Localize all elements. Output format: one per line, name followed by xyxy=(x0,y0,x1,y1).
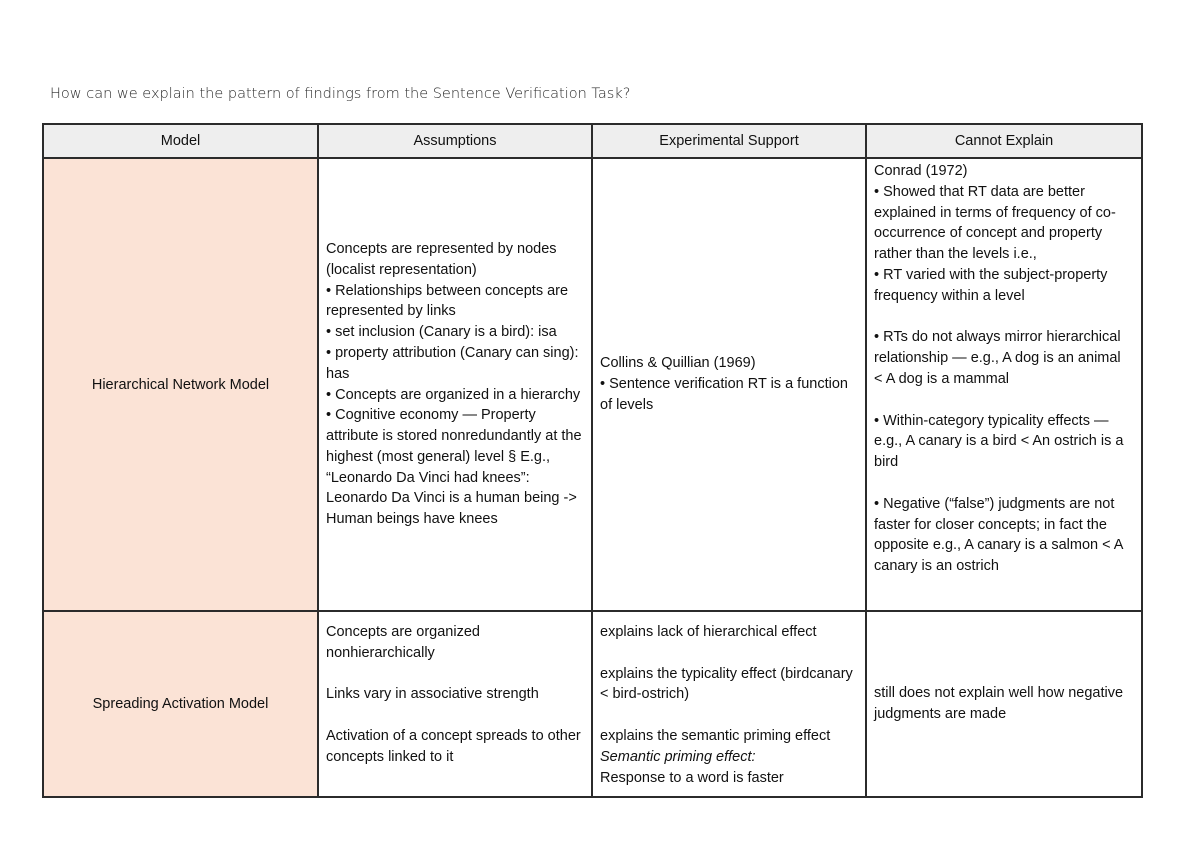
model-name-cell: Hierarchical Network Model xyxy=(43,158,318,611)
support-line: explains the typicality effect (birdcanary < bird-ostrich) xyxy=(600,665,853,703)
spacer xyxy=(874,473,1133,494)
limitation-line: • RTs do not always mirror hierarchical relationship — e.g., A dog is an animal < A dog is a mammal xyxy=(874,329,1121,387)
assumption-line: Activation of a concept spreads to other concepts linked to it xyxy=(326,727,581,765)
assumption-line: • set inclusion (Canary is a bird): isa xyxy=(326,324,557,341)
support-line-italic: Semantic priming effect: xyxy=(600,748,756,765)
spacer xyxy=(326,705,583,726)
header-cannot-explain: Cannot Explain xyxy=(866,124,1142,158)
assumptions-cell xyxy=(318,158,592,611)
limitation-line: • Showed that RT data are better explained in terms of frequency of co-occurrence of concept and property rather than the levels i.e., xyxy=(874,183,1116,263)
assumption-line: Concepts are represented by nodes (localist representation) xyxy=(326,240,557,278)
header-model: Model xyxy=(43,124,318,158)
models-table xyxy=(42,123,1143,798)
header-assumptions: Assumptions xyxy=(318,124,592,158)
spacer xyxy=(600,705,857,726)
cannot-explain-cell xyxy=(866,611,1142,797)
assumption-line: Links vary in associative strength xyxy=(326,686,539,703)
header-experimental-support: Experimental Support xyxy=(592,124,866,158)
support-line: Response to a word is faster xyxy=(600,769,784,786)
spacer xyxy=(600,643,857,664)
spacer xyxy=(874,390,1133,411)
table-row xyxy=(43,158,1142,611)
limitation-line: still does not explain well how negative judgments are made xyxy=(874,685,1124,722)
assumption-line: Concepts are organized nonhierarchically xyxy=(326,624,480,661)
support-line: explains lack of hierarchical effect xyxy=(600,624,817,640)
support-line: Collins & Quillian (1969) xyxy=(600,355,756,372)
support-line: explains the semantic priming effect xyxy=(600,727,831,744)
spacer xyxy=(874,307,1133,328)
limitation-line: • Within-category typicality effects — e.g., A canary is a bird < An ostrich is a bird xyxy=(874,412,1124,471)
page-question: How can we explain the pattern of findings from the Sentence Verification Task? xyxy=(50,86,631,102)
limitation-line: • RT varied with the subject-property frequency within a level xyxy=(874,266,1108,304)
assumptions-cell xyxy=(318,611,592,797)
model-name-cell: Spreading Activation Model xyxy=(43,611,318,797)
support-line: • Sentence verification RT is a function of levels xyxy=(600,376,848,413)
table-header-row xyxy=(43,124,1142,158)
experimental-support-cell xyxy=(592,158,866,611)
spacer xyxy=(326,664,583,685)
limitation-line: • Negative (“false”) judgments are not faster for closer concepts; in fact the opposite e.g., A canary is a salmon < A canary is an ostrich xyxy=(874,495,1123,575)
cannot-explain-cell xyxy=(866,158,1142,611)
assumption-line: • Relationships between concepts are represented by links xyxy=(326,282,569,320)
assumption-line: • property attribution (Canary can sing): has xyxy=(326,344,579,382)
assumption-line: • Concepts are organized in a hierarchy xyxy=(326,386,581,403)
assumption-line: • Cognitive economy — Property attribute is stored nonredundantly at the highest (most general) level § E.g., “Leonardo Da Vinci had knees”: Leonardo Da Vinci is a human being -> Human beings have knees xyxy=(326,407,582,528)
limitation-line: Conrad (1972) xyxy=(874,163,968,179)
table-row xyxy=(43,611,1142,797)
experimental-support-cell xyxy=(592,611,866,797)
